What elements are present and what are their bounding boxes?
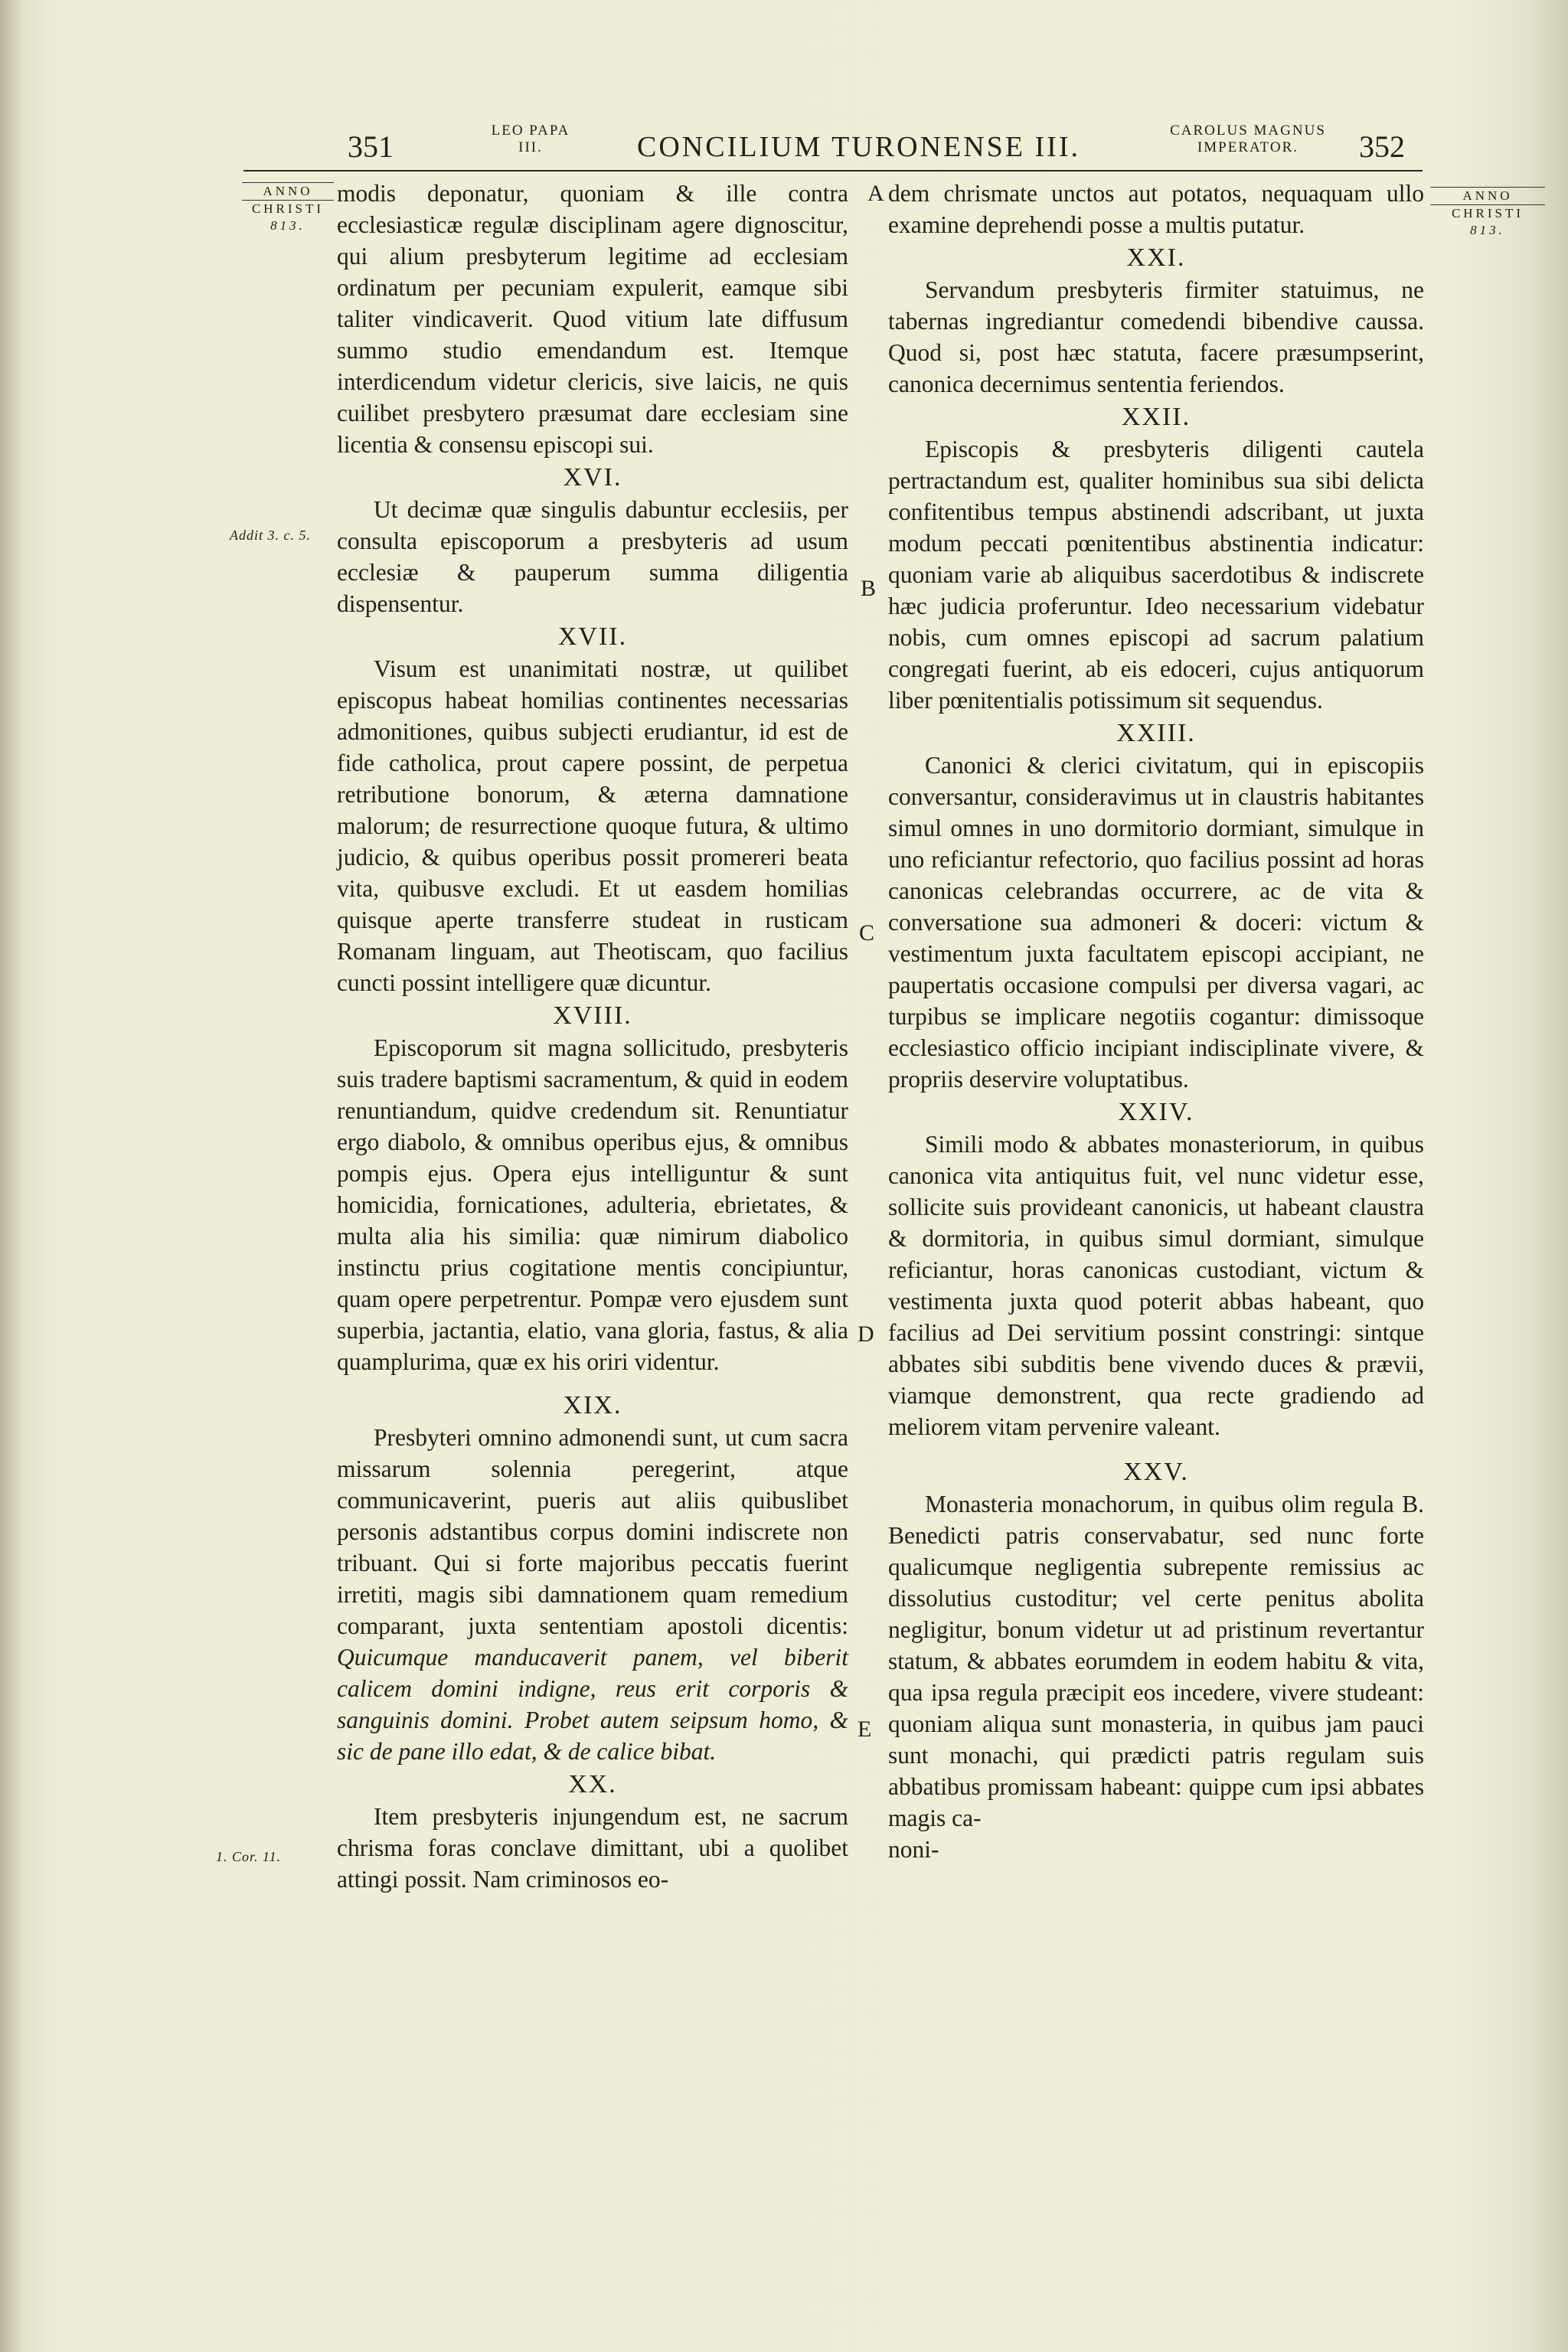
canon-heading-xx: XX. [568,1770,617,1798]
canon-text-xxv: Monasteria monachorum, in quibus olim regula B. Benedicti patris conservabatur, sed nunc forte qualicumque negligentia subrepente remissius ac dissolutius custoditur; vel certe penitus abolita negligitur, bonum videtur ut ad pristinum revertantur statum, & abbates eorumdem in eodem habitu & vita, qua ipsa regula præcipit eos incedere, vivere studeant: quoniam aliqua sunt monasteria, in quibus jam pauci sunt monachi, qui prædicti patris regulam suis abbatibus promissam habeant: quippe cum ipsi abbates magis ca- [888,1491,1424,1831]
canon-text-xxiv: Simili modo & abbates monasteriorum, in quibus canonica vita antiquitus fuit, vel nunc videtur esse, sollicite suis provideant canonicis, ut habeant claustra & dormitoria, in quibus simul dormiant, simulque reficiantur, horas canonicas custodiant, victum & vestimenta juxta quod poterit abbas habeant, quo facilius ad Dei servitium possint constringi: sintque abbates sibi subditis bene vivendo duces & prævii, viamque demonstrent, qua recte gradiendo ad meliorem vitam pervenire valeant. [888,1131,1424,1440]
left-intro-paragraph: modis deponatur, quoniam & ille contra ecclesiasticæ regulæ disciplinam agere dignoscitur, qui alium presbyterum legitime ad ecclesiam ordinatum per pecuniam expulerit, eamque sibi taliter vindicaverit. Quod vitium late diffusum summo studio emendandum est. Itemque interdicendum videtur clericis, sive laicis, ne quis cuilibet presbytero præsumat dare ecclesiam sine licentia & consensu episcopi sui. [337,180,848,458]
right-header-line1: CAROLUS MAGNUS [1170,122,1326,139]
margin-note-addit: Addit 3. c. 5. [230,528,311,543]
canon-text-xvi: Ut decimæ quæ singulis dabuntur ecclesiis, per consulta episcoporum a presbyteris ad usum ecclesiæ & pauperum summa diligentia dispensentur. [337,496,848,617]
section-letter-c: C [859,920,875,946]
left-header-line2: III. [518,139,543,155]
right-column [888,178,1424,1865]
right-header-line2: IMPERATOR. [1197,139,1299,155]
christi-label-left: CHRISTI [251,201,325,216]
running-header [0,122,1568,168]
canon-heading-xxiv: XXIV. [1118,1098,1194,1126]
left-column [337,178,848,1895]
canon-heading-xvi: XVI. [563,463,622,492]
canon-text-xix [337,1422,848,1767]
section-letter-a: A [867,181,884,206]
canon-heading-xxi: XXI. [1126,243,1186,272]
right-header-note [1152,122,1344,156]
canon-text-xxii: Episcopis & presbyteris diligenti cautela pertractandum est, qualiter hominibus sua sibi delicta confitentibus tempus abstinendi adscribant, ut juxta modum peccati pœnitentibus abstinentia indicatur: quoniam varie ab aliquibus sacerdotibus & indiscrete hæc judicia proferuntur. Ideo necessarium videbatur nobis, cum omnes episcopi ad sacrum palatium congregati fuerint, ab eis edoceri, cujus antiquorum liber pœnitentialis potissimum sit sequendus. [888,436,1424,714]
canon-heading-xvii: XVII. [557,622,628,651]
anno-christi-left [242,182,334,234]
header-rule [243,170,1423,172]
right-page-number: 352 [1359,129,1405,164]
section-letter-e: E [858,1717,872,1742]
canon-text-xviii: Episcoporum sit magna sollicitudo, presbyteris suis tradere baptismi sacramentum, & quid in eodem renuntiandum, quidve credendum sit. Renuntiatur ergo diabolo, & omnibus operibus ejus, & omnibus pompis ejus. Opera ejus intelliguntur & sunt homicidia, fornicationes, adulteria, ebrietates, & multa alia his similia: quæ nimirum diabolico instinctu prius cogitatione mentis concipiuntur, quam opere perpetrentur. Pompæ vero ejusdem sunt superbia, jactantia, elatio, vana gloria, fastus, & alia quamplurima, quæ ex his oriri videntur. [337,1034,848,1375]
section-letter-d: D [858,1321,874,1347]
running-title: CONCILIUM TURONENSE III. [637,131,1080,163]
right-intro-paragraph: dem chrismate unctos aut potatos, nequaquam ullo examine deprehendi posse a multis putatur. [888,180,1424,238]
left-page-number: 351 [348,129,394,164]
margin-note-corinthians: 1. Cor. 11. [216,1849,282,1864]
year-label-left: 813. [270,218,305,233]
left-header-note [466,122,596,156]
scripture-quote: Quicumque manducaverit panem, vel biberit calicem domini indigne, reus erit corporis & sanguinis domini. Probet autem seipsum homo, & sic de pane illo edat, & de calice bibat. [337,1644,848,1765]
canon-text-xix-body: Presbyteri omnino admonendi sunt, ut cum sacra missarum solennia peregerint, atque communicaverint, pueris aut aliis quibuslibet personis adstantibus corpus domini indiscrete non tribuant. Qui si forte majoribus peccatis fuerint irretiti, magis sibi damnationem quam remedium comparant, juxta sententiam apostoli dicentis: [337,1424,848,1639]
anno-christi-right [1430,187,1545,239]
section-letter-b: B [861,576,877,601]
canon-heading-xviii: XVIII. [553,1001,632,1030]
canon-heading-xix: XIX. [563,1391,622,1419]
canon-text-xx: Item presbyteris injungendum est, ne sacrum chrisma foras conclave dimittant, ubi a quolibet attingi possit. Nam criminosos eo- [337,1803,848,1893]
canon-text-xxiii: Canonici & clerici civitatum, qui in episcopiis conversantur, consideravimus ut in claustris habitantes simul omnes in uno dormitorio dormiant, simulque in uno reficiantur refectorio, quo facilius possint ad horas canonicas celebrandas occurrere, ac de vita & conversatione sua admoneri & doceri: victum & vestimentum juxta facultatem episcopi accipiant, ne paupertatis occasione compulsi per diversa vagari, ac turpibus se implicare negotiis cogantur: dimissoque ecclesiastico officio incipiant indisciplinate vivere, & propriis deservire voluptatibus. [888,752,1424,1093]
anno-label-right: ANNO [1430,187,1545,205]
year-label-right: 813. [1470,223,1505,237]
anno-label-left: ANNO [242,182,334,201]
canon-text-xxi: Servandum presbyteris firmiter statuimus, ne tabernas ingrediantur comedendi bibendive caussa. Quod si, post hæc statuta, facere præsumpserint, canonica decernimus sententia feriendos. [888,276,1424,397]
canon-heading-xxii: XXII. [1121,403,1191,431]
left-header-line1: LEO PAPA [491,122,570,139]
canon-text-xvii: Visum est unanimitati nostræ, ut quilibet episcopus habeat homilias continentes necessarias admonitiones, quibus subjecti erudiantur, id est de fide catholica, prout capere possint, de perpetua retributione bonorum, & æterna damnatione malorum; de resurrectione quoque futura, & ultimo judicio, & quibus operibus possit promereri beata vita, quibusve excludi. Et ut easdem homilias quisque aperte transferre studeat in rusticam Romanam linguam, aut Theotiscam, quo facilius cuncti possint intelligere quæ dicuntur. [337,655,848,996]
christi-label-right: CHRISTI [1451,206,1524,220]
canon-heading-xxiii: XXIII. [1116,719,1196,747]
canon-heading-xxv: XXV. [1123,1458,1189,1486]
catchword: noni- [888,1836,939,1863]
